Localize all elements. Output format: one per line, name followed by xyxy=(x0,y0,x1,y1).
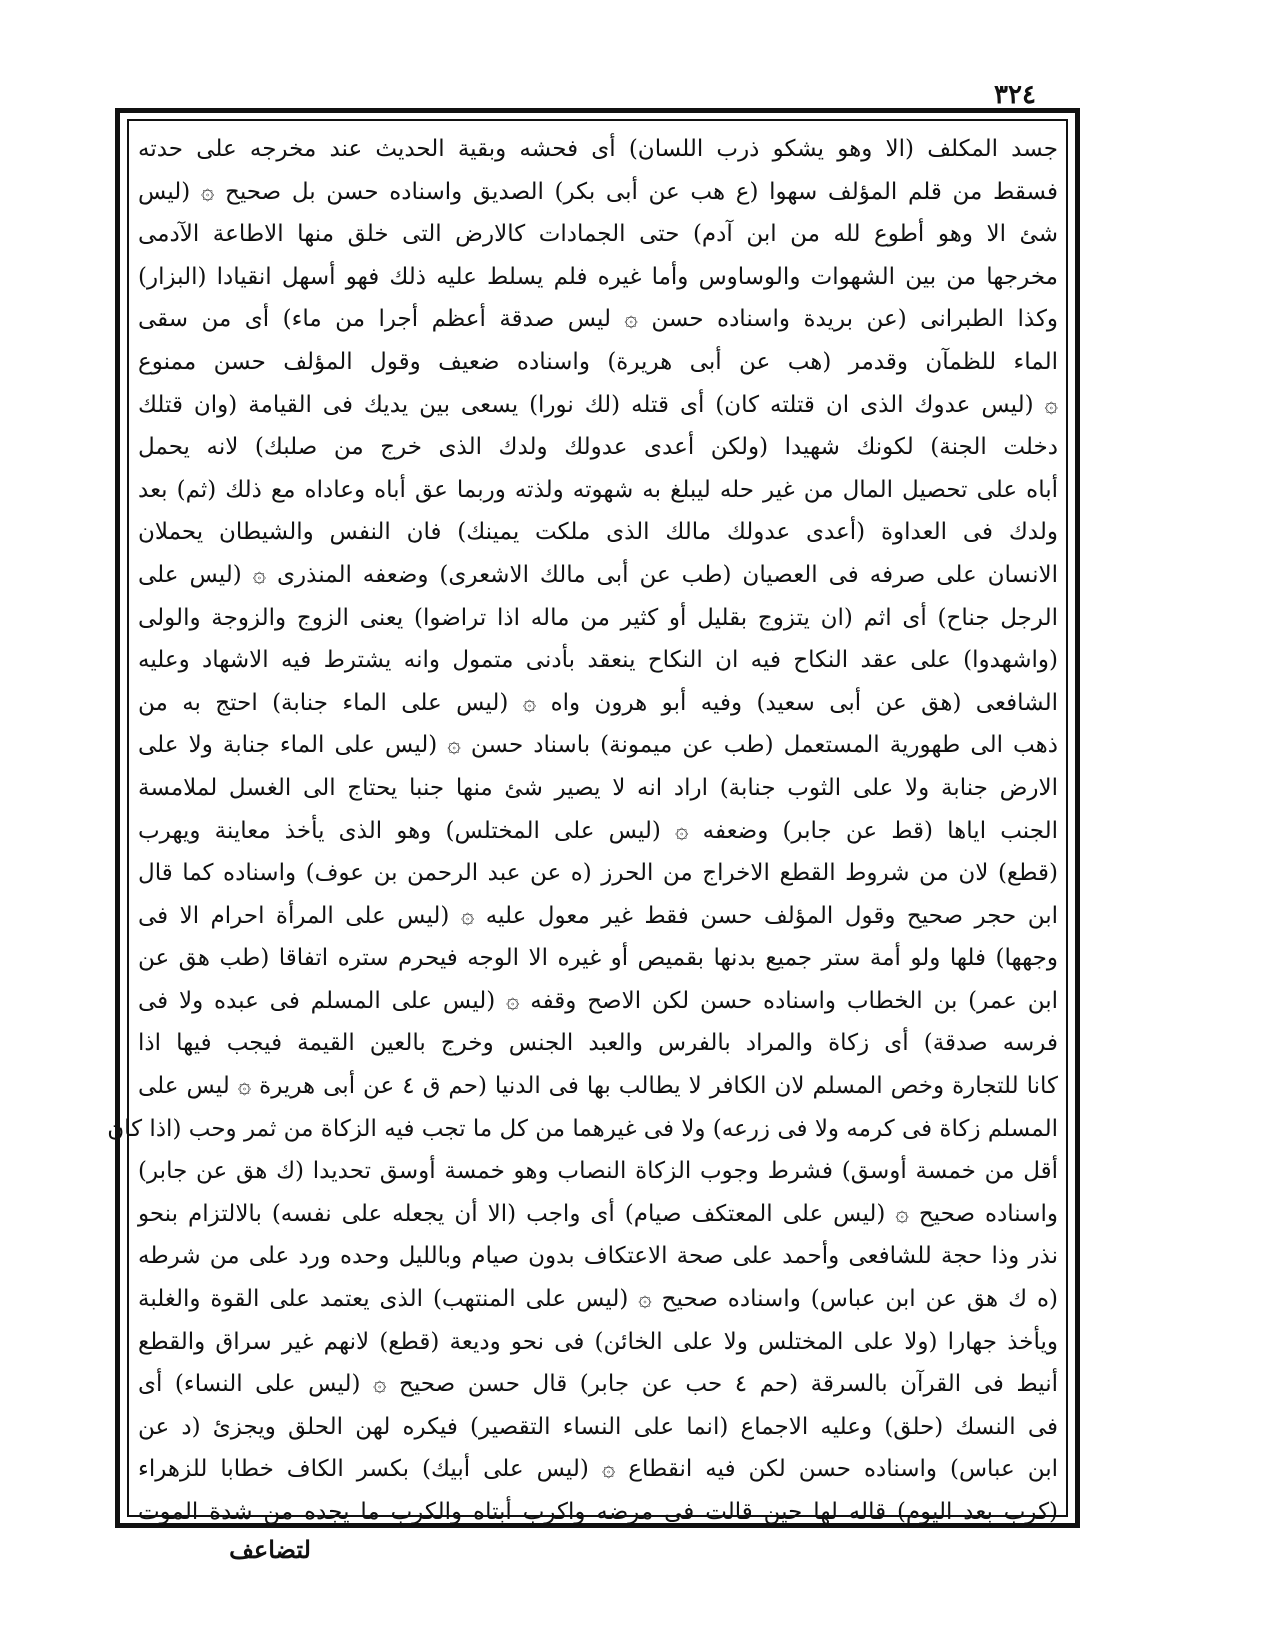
text-line: واسناده صحيح ۞ (ليس على المعتكف صيام) أى واجب (الا أن يجعله على نفسه) بالالتزام بنحو xyxy=(138,1200,1058,1227)
text-line: ۞ (ليس عدوك الذى ان قتلته كان) أى قتله (لك نورا) يسعى بين يديك فى القيامة (وان قتلك xyxy=(138,391,1058,418)
text-block xyxy=(107,128,1058,1525)
text-line: ابن عباس) واسناده حسن لكن فيه انقطاع ۞ (ليس على أبيك) بكسر الكاف خطابا للزهراء xyxy=(138,1456,1058,1483)
text-line: (واشهدوا) على عقد النكاح فيه ان النكاح ينعقد بأدنى متمول وانه يشترط فيه الاشهاد وعليه xyxy=(138,647,1058,674)
text-line: (كرب بعد اليوم) قاله لها حين قالت فى مرضه واكرب أبتاه والكرب ما يجده من شدة الموت xyxy=(138,1499,1058,1525)
text-line: ذهب الى طهورية المستعمل (طب عن ميمونة) باسناد حسن ۞ (ليس على الماء جنابة ولا على xyxy=(138,732,1058,759)
text-line: مخرجها من بين الشهوات والوساوس وأما غيره فلم يسلط عليه ذلك فهو أسهل انقيادا (البزار) xyxy=(138,263,1058,290)
text-line: الرجل جناح) أى اثم (ان يتزوج بقليل أو كثير من ماله اذا تراضوا) يعنى الزوج والزوجة والولى xyxy=(138,604,1058,631)
page-number: ٣٢٤ xyxy=(994,80,1036,110)
text-line: ولدك فى العداوة (أعدى عدولك مالك الذى ملكت يمينك) فان النفس والشيطان يحملان xyxy=(138,519,1058,546)
text-line: فى النسك (حلق) وعليه الاجماع (انما على النساء التقصير) فيكره لهن الحلق ويجزئ (د عن xyxy=(138,1413,1058,1440)
text-line: أنيط فى القرآن بالسرقة (حم ٤ حب عن جابر) قال حسن صحيح ۞ (ليس على النساء) أى xyxy=(138,1371,1058,1398)
text-line: أقل من خمسة أوسق) فشرط وجوب الزكاة النصاب وهو خمسة أوسق تحديدا (ك هق عن جابر) xyxy=(138,1158,1058,1185)
text-line: فرسه صدقة) أى زكاة والمراد بالفرس والعبد الجنس وخرج بالعين القيمة فيجب فيها اذا xyxy=(138,1030,1058,1057)
text-line: (قطع) لان من شروط القطع الاخراج من الحرز (ه عن عبد الرحمن بن عوف) واسناده كما قال xyxy=(138,860,1058,887)
text-line: المسلم زكاة فى كرمه ولا فى زرعه) ولا فى غيرهما من كل ما تجب فيه الزكاة من ثمر وحب (اذا كان xyxy=(107,1115,1058,1142)
text-line: الشافعى (هق عن أبى سعيد) وفيه أبو هرون واه ۞ (ليس على الماء جنابة) احتج به من xyxy=(138,689,1058,716)
text-line: ويأخذ جهارا (ولا على المختلس ولا على الخائن) فى نحو وديعة (قطع) لانهم غير سراق والقطع xyxy=(138,1328,1058,1355)
catchword: لتضاعف xyxy=(229,1535,311,1564)
text-line: الارض جنابة ولا على الثوب جنابة) اراد انه لا يصير شئ منها جنبا يحتاج الى الغسل لملامسة xyxy=(138,774,1058,801)
text-line: كانا للتجارة وخص المسلم لان الكافر لا يطالب بها فى الدنيا (حم ق ٤ عن أبى هريرة ۞ ليس على xyxy=(138,1073,1058,1100)
text-line: (ه ك هق عن ابن عباس) واسناده صحيح ۞ (ليس على المنتهب) الذى يعتمد على القوة والغلبة xyxy=(138,1286,1058,1313)
text-line: ابن حجر صحيح وقول المؤلف حسن فقط غير معول عليه ۞ (ليس على المرأة احرام الا فى xyxy=(138,902,1058,929)
text-line: الجنب اياها (قط عن جابر) وضعفه ۞ (ليس على المختلس) وهو الذى يأخذ معاينة ويهرب xyxy=(138,817,1058,844)
text-line: الانسان على صرفه فى العصيان (طب عن أبى مالك الاشعرى) وضعفه المنذرى ۞ (ليس على xyxy=(138,561,1058,588)
text-line: شئ الا وهو أطوع لله من ابن آدم) حتى الجمادات كالارض التى خلق منها الاطاعة الآدمى xyxy=(138,221,1058,248)
text-line: وكذا الطبرانى (عن بريدة واسناده حسن ۞ ليس صدقة أعظم أجرا من ماء) أى من سقى xyxy=(138,306,1058,333)
text-line: دخلت الجنة) لكونك شهيدا (ولكن أعدى عدولك ولدك الذى خرج من صلبك) لانه يحمل xyxy=(138,434,1058,461)
text-line: وجهها) فلها ولو أمة ستر جميع بدنها بقميص أو غيره الا الوجه فيحرم ستره اتفاقا (طب هق عن xyxy=(138,945,1058,972)
text-line: الماء للظمآن وقدمر (هب عن أبى هريرة) واسناده ضعيف وقول المؤلف حسن ممنوع xyxy=(138,348,1058,375)
text-line: جسد المكلف (الا وهو يشكو ذرب اللسان) أى فحشه وبقية الحديث عند مخرجه على حدته xyxy=(138,136,1058,162)
text-line: نذر وذا حجة للشافعى وأحمد على صحة الاعتكاف بدون صيام وبالليل وحده ورد على من شرطه xyxy=(138,1243,1058,1270)
text-line: فسقط من قلم المؤلف سهوا (ع هب عن أبى بكر) الصديق واسناده حسن بل صحيح ۞ (ليس xyxy=(138,178,1058,205)
text-line: ابن عمر) بن الخطاب واسناده حسن لكن الاصح وقفه ۞ (ليس على المسلم فى عبده ولا فى xyxy=(138,987,1058,1014)
text-line: أباه على تحصيل المال من غير حله ليبلغ به شهوته ولذته وربما عق أباه وعاداه مع ذلك (ثم) بعد xyxy=(138,476,1058,503)
